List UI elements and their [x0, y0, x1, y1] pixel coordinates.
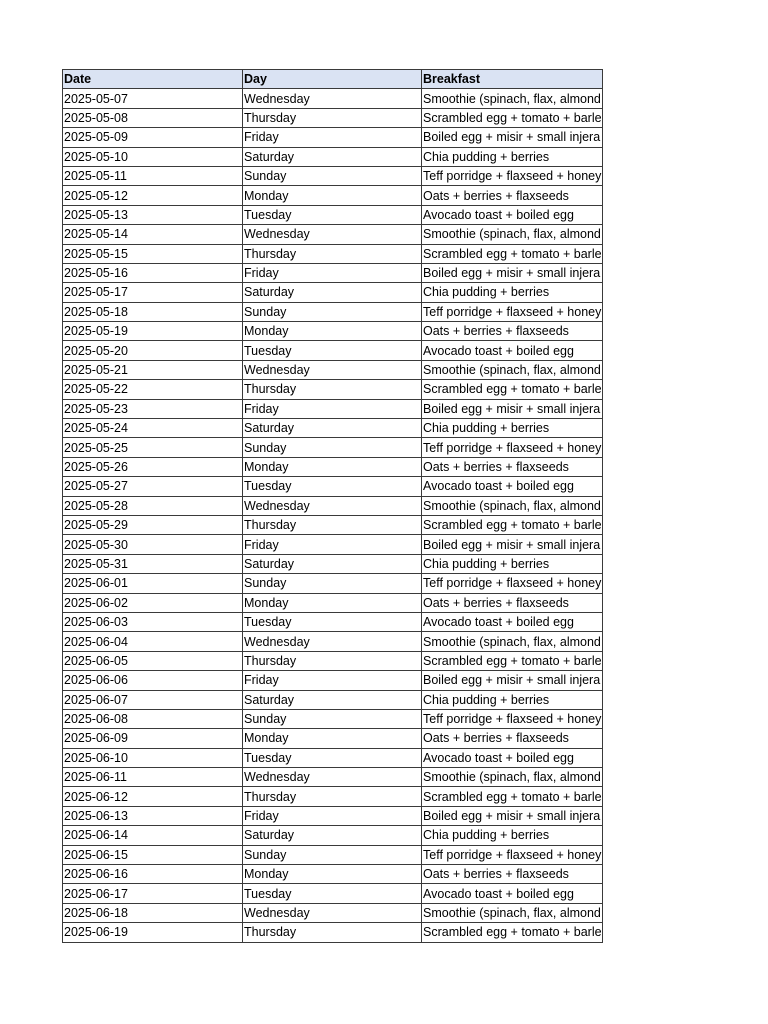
header-row	[63, 70, 603, 89]
breakfast-cell: Teff porridge + flaxseed + honey	[422, 845, 603, 864]
date-cell: 2025-05-28	[63, 496, 243, 515]
table-row	[63, 884, 603, 903]
table-row	[63, 903, 603, 922]
table-row	[63, 399, 603, 418]
breakfast-cell: Boiled egg + misir + small injera	[422, 263, 603, 282]
date-cell: 2025-05-26	[63, 457, 243, 476]
table-row	[63, 302, 603, 321]
day-cell: Saturday	[243, 147, 422, 166]
date-cell: 2025-06-06	[63, 671, 243, 690]
breakfast-cell: Boiled egg + misir + small injera	[422, 806, 603, 825]
day-cell: Tuesday	[243, 612, 422, 631]
day-cell: Tuesday	[243, 341, 422, 360]
breakfast-plan-table	[62, 69, 603, 943]
date-cell: 2025-06-01	[63, 574, 243, 593]
breakfast-cell: Chia pudding + berries	[422, 419, 603, 438]
breakfast-cell: Smoothie (spinach, flax, almond	[422, 360, 603, 379]
breakfast-cell: Chia pudding + berries	[422, 826, 603, 845]
header-day: Day	[243, 70, 422, 89]
date-cell: 2025-05-16	[63, 263, 243, 282]
date-cell: 2025-05-07	[63, 89, 243, 108]
breakfast-cell: Teff porridge + flaxseed + honey	[422, 574, 603, 593]
table-row	[63, 845, 603, 864]
header-date: Date	[63, 70, 243, 89]
day-cell: Tuesday	[243, 205, 422, 224]
table-row	[63, 612, 603, 631]
table-row	[63, 651, 603, 670]
day-cell: Saturday	[243, 690, 422, 709]
date-cell: 2025-05-24	[63, 419, 243, 438]
day-cell: Thursday	[243, 651, 422, 670]
table-row	[63, 89, 603, 108]
table-row	[63, 865, 603, 884]
day-cell: Monday	[243, 186, 422, 205]
day-cell: Thursday	[243, 923, 422, 942]
breakfast-cell: Teff porridge + flaxseed + honey	[422, 166, 603, 185]
date-cell: 2025-05-31	[63, 554, 243, 573]
table-row	[63, 438, 603, 457]
breakfast-cell: Avocado toast + boiled egg	[422, 884, 603, 903]
table-row	[63, 128, 603, 147]
date-cell: 2025-05-13	[63, 205, 243, 224]
table-row	[63, 554, 603, 573]
table-row	[63, 923, 603, 942]
day-cell: Monday	[243, 457, 422, 476]
day-cell: Friday	[243, 263, 422, 282]
day-cell: Saturday	[243, 826, 422, 845]
table-row	[63, 768, 603, 787]
breakfast-cell: Avocado toast + boiled egg	[422, 612, 603, 631]
table-row	[63, 690, 603, 709]
date-cell: 2025-05-22	[63, 380, 243, 399]
breakfast-cell: Chia pudding + berries	[422, 554, 603, 573]
day-cell: Sunday	[243, 302, 422, 321]
date-cell: 2025-06-03	[63, 612, 243, 631]
breakfast-cell: Teff porridge + flaxseed + honey	[422, 438, 603, 457]
date-cell: 2025-06-15	[63, 845, 243, 864]
breakfast-cell: Smoothie (spinach, flax, almond	[422, 89, 603, 108]
table-row	[63, 166, 603, 185]
table-row	[63, 515, 603, 534]
breakfast-cell: Oats + berries + flaxseeds	[422, 457, 603, 476]
date-cell: 2025-06-05	[63, 651, 243, 670]
table-row	[63, 632, 603, 651]
date-cell: 2025-05-25	[63, 438, 243, 457]
date-cell: 2025-05-20	[63, 341, 243, 360]
day-cell: Wednesday	[243, 903, 422, 922]
table-row	[63, 108, 603, 127]
breakfast-cell: Avocado toast + boiled egg	[422, 341, 603, 360]
breakfast-cell: Chia pudding + berries	[422, 690, 603, 709]
table-row	[63, 380, 603, 399]
day-cell: Thursday	[243, 108, 422, 127]
day-cell: Tuesday	[243, 884, 422, 903]
day-cell: Monday	[243, 865, 422, 884]
breakfast-cell: Smoothie (spinach, flax, almond	[422, 225, 603, 244]
breakfast-cell: Scrambled egg + tomato + barle	[422, 651, 603, 670]
day-cell: Wednesday	[243, 225, 422, 244]
date-cell: 2025-05-08	[63, 108, 243, 127]
date-cell: 2025-05-21	[63, 360, 243, 379]
breakfast-cell: Scrambled egg + tomato + barle	[422, 787, 603, 806]
day-cell: Wednesday	[243, 360, 422, 379]
table-row	[63, 787, 603, 806]
breakfast-cell: Avocado toast + boiled egg	[422, 477, 603, 496]
date-cell: 2025-05-19	[63, 322, 243, 341]
breakfast-cell: Oats + berries + flaxseeds	[422, 729, 603, 748]
date-cell: 2025-06-10	[63, 748, 243, 767]
table-row	[63, 593, 603, 612]
table-row	[63, 477, 603, 496]
breakfast-cell: Oats + berries + flaxseeds	[422, 322, 603, 341]
table-row	[63, 671, 603, 690]
day-cell: Wednesday	[243, 89, 422, 108]
date-cell: 2025-06-08	[63, 709, 243, 728]
table-row	[63, 496, 603, 515]
table-row	[63, 360, 603, 379]
table-row	[63, 729, 603, 748]
day-cell: Thursday	[243, 787, 422, 806]
breakfast-cell: Oats + berries + flaxseeds	[422, 186, 603, 205]
date-cell: 2025-06-18	[63, 903, 243, 922]
table-row	[63, 574, 603, 593]
breakfast-cell: Avocado toast + boiled egg	[422, 205, 603, 224]
date-cell: 2025-06-12	[63, 787, 243, 806]
date-cell: 2025-06-09	[63, 729, 243, 748]
breakfast-cell: Boiled egg + misir + small injera	[422, 128, 603, 147]
table-row	[63, 535, 603, 554]
spreadsheet-page	[62, 69, 603, 943]
table-row	[63, 806, 603, 825]
date-cell: 2025-05-11	[63, 166, 243, 185]
breakfast-cell: Chia pudding + berries	[422, 283, 603, 302]
date-cell: 2025-06-14	[63, 826, 243, 845]
date-cell: 2025-05-18	[63, 302, 243, 321]
date-cell: 2025-06-11	[63, 768, 243, 787]
breakfast-cell: Smoothie (spinach, flax, almond	[422, 632, 603, 651]
table-row	[63, 341, 603, 360]
header-breakfast: Breakfast	[422, 70, 603, 89]
breakfast-cell: Oats + berries + flaxseeds	[422, 593, 603, 612]
date-cell: 2025-05-15	[63, 244, 243, 263]
day-cell: Thursday	[243, 515, 422, 534]
table-row	[63, 322, 603, 341]
date-cell: 2025-05-27	[63, 477, 243, 496]
day-cell: Tuesday	[243, 477, 422, 496]
date-cell: 2025-05-10	[63, 147, 243, 166]
date-cell: 2025-05-23	[63, 399, 243, 418]
day-cell: Monday	[243, 729, 422, 748]
date-cell: 2025-06-16	[63, 865, 243, 884]
day-cell: Wednesday	[243, 768, 422, 787]
day-cell: Sunday	[243, 574, 422, 593]
breakfast-cell: Teff porridge + flaxseed + honey	[422, 709, 603, 728]
date-cell: 2025-06-04	[63, 632, 243, 651]
date-cell: 2025-06-02	[63, 593, 243, 612]
breakfast-cell: Boiled egg + misir + small injera	[422, 671, 603, 690]
day-cell: Friday	[243, 128, 422, 147]
breakfast-cell: Smoothie (spinach, flax, almond	[422, 496, 603, 515]
day-cell: Sunday	[243, 845, 422, 864]
table-row	[63, 709, 603, 728]
day-cell: Wednesday	[243, 632, 422, 651]
day-cell: Sunday	[243, 438, 422, 457]
day-cell: Friday	[243, 806, 422, 825]
date-cell: 2025-05-14	[63, 225, 243, 244]
table-row	[63, 244, 603, 263]
day-cell: Saturday	[243, 419, 422, 438]
day-cell: Thursday	[243, 380, 422, 399]
table-row	[63, 186, 603, 205]
day-cell: Saturday	[243, 554, 422, 573]
breakfast-cell: Scrambled egg + tomato + barle	[422, 380, 603, 399]
breakfast-cell: Scrambled egg + tomato + barle	[422, 923, 603, 942]
day-cell: Saturday	[243, 283, 422, 302]
table-body	[63, 89, 603, 942]
breakfast-cell: Teff porridge + flaxseed + honey	[422, 302, 603, 321]
breakfast-cell: Avocado toast + boiled egg	[422, 748, 603, 767]
table-row	[63, 283, 603, 302]
day-cell: Tuesday	[243, 748, 422, 767]
day-cell: Friday	[243, 671, 422, 690]
breakfast-cell: Chia pudding + berries	[422, 147, 603, 166]
day-cell: Friday	[243, 399, 422, 418]
date-cell: 2025-05-09	[63, 128, 243, 147]
day-cell: Thursday	[243, 244, 422, 263]
day-cell: Sunday	[243, 166, 422, 185]
day-cell: Wednesday	[243, 496, 422, 515]
date-cell: 2025-06-17	[63, 884, 243, 903]
day-cell: Monday	[243, 322, 422, 341]
breakfast-cell: Scrambled egg + tomato + barle	[422, 244, 603, 263]
day-cell: Friday	[243, 535, 422, 554]
date-cell: 2025-06-07	[63, 690, 243, 709]
breakfast-cell: Scrambled egg + tomato + barle	[422, 108, 603, 127]
date-cell: 2025-05-12	[63, 186, 243, 205]
table-row	[63, 147, 603, 166]
table-row	[63, 748, 603, 767]
breakfast-cell: Scrambled egg + tomato + barle	[422, 515, 603, 534]
day-cell: Sunday	[243, 709, 422, 728]
table-row	[63, 225, 603, 244]
breakfast-cell: Boiled egg + misir + small injera	[422, 535, 603, 554]
breakfast-cell: Smoothie (spinach, flax, almond	[422, 768, 603, 787]
breakfast-cell: Smoothie (spinach, flax, almond	[422, 903, 603, 922]
day-cell: Monday	[243, 593, 422, 612]
date-cell: 2025-05-29	[63, 515, 243, 534]
date-cell: 2025-06-19	[63, 923, 243, 942]
table-row	[63, 457, 603, 476]
table-row	[63, 826, 603, 845]
breakfast-cell: Boiled egg + misir + small injera	[422, 399, 603, 418]
breakfast-cell: Oats + berries + flaxseeds	[422, 865, 603, 884]
table-row	[63, 263, 603, 282]
table-row	[63, 205, 603, 224]
table-row	[63, 419, 603, 438]
date-cell: 2025-05-17	[63, 283, 243, 302]
date-cell: 2025-05-30	[63, 535, 243, 554]
date-cell: 2025-06-13	[63, 806, 243, 825]
